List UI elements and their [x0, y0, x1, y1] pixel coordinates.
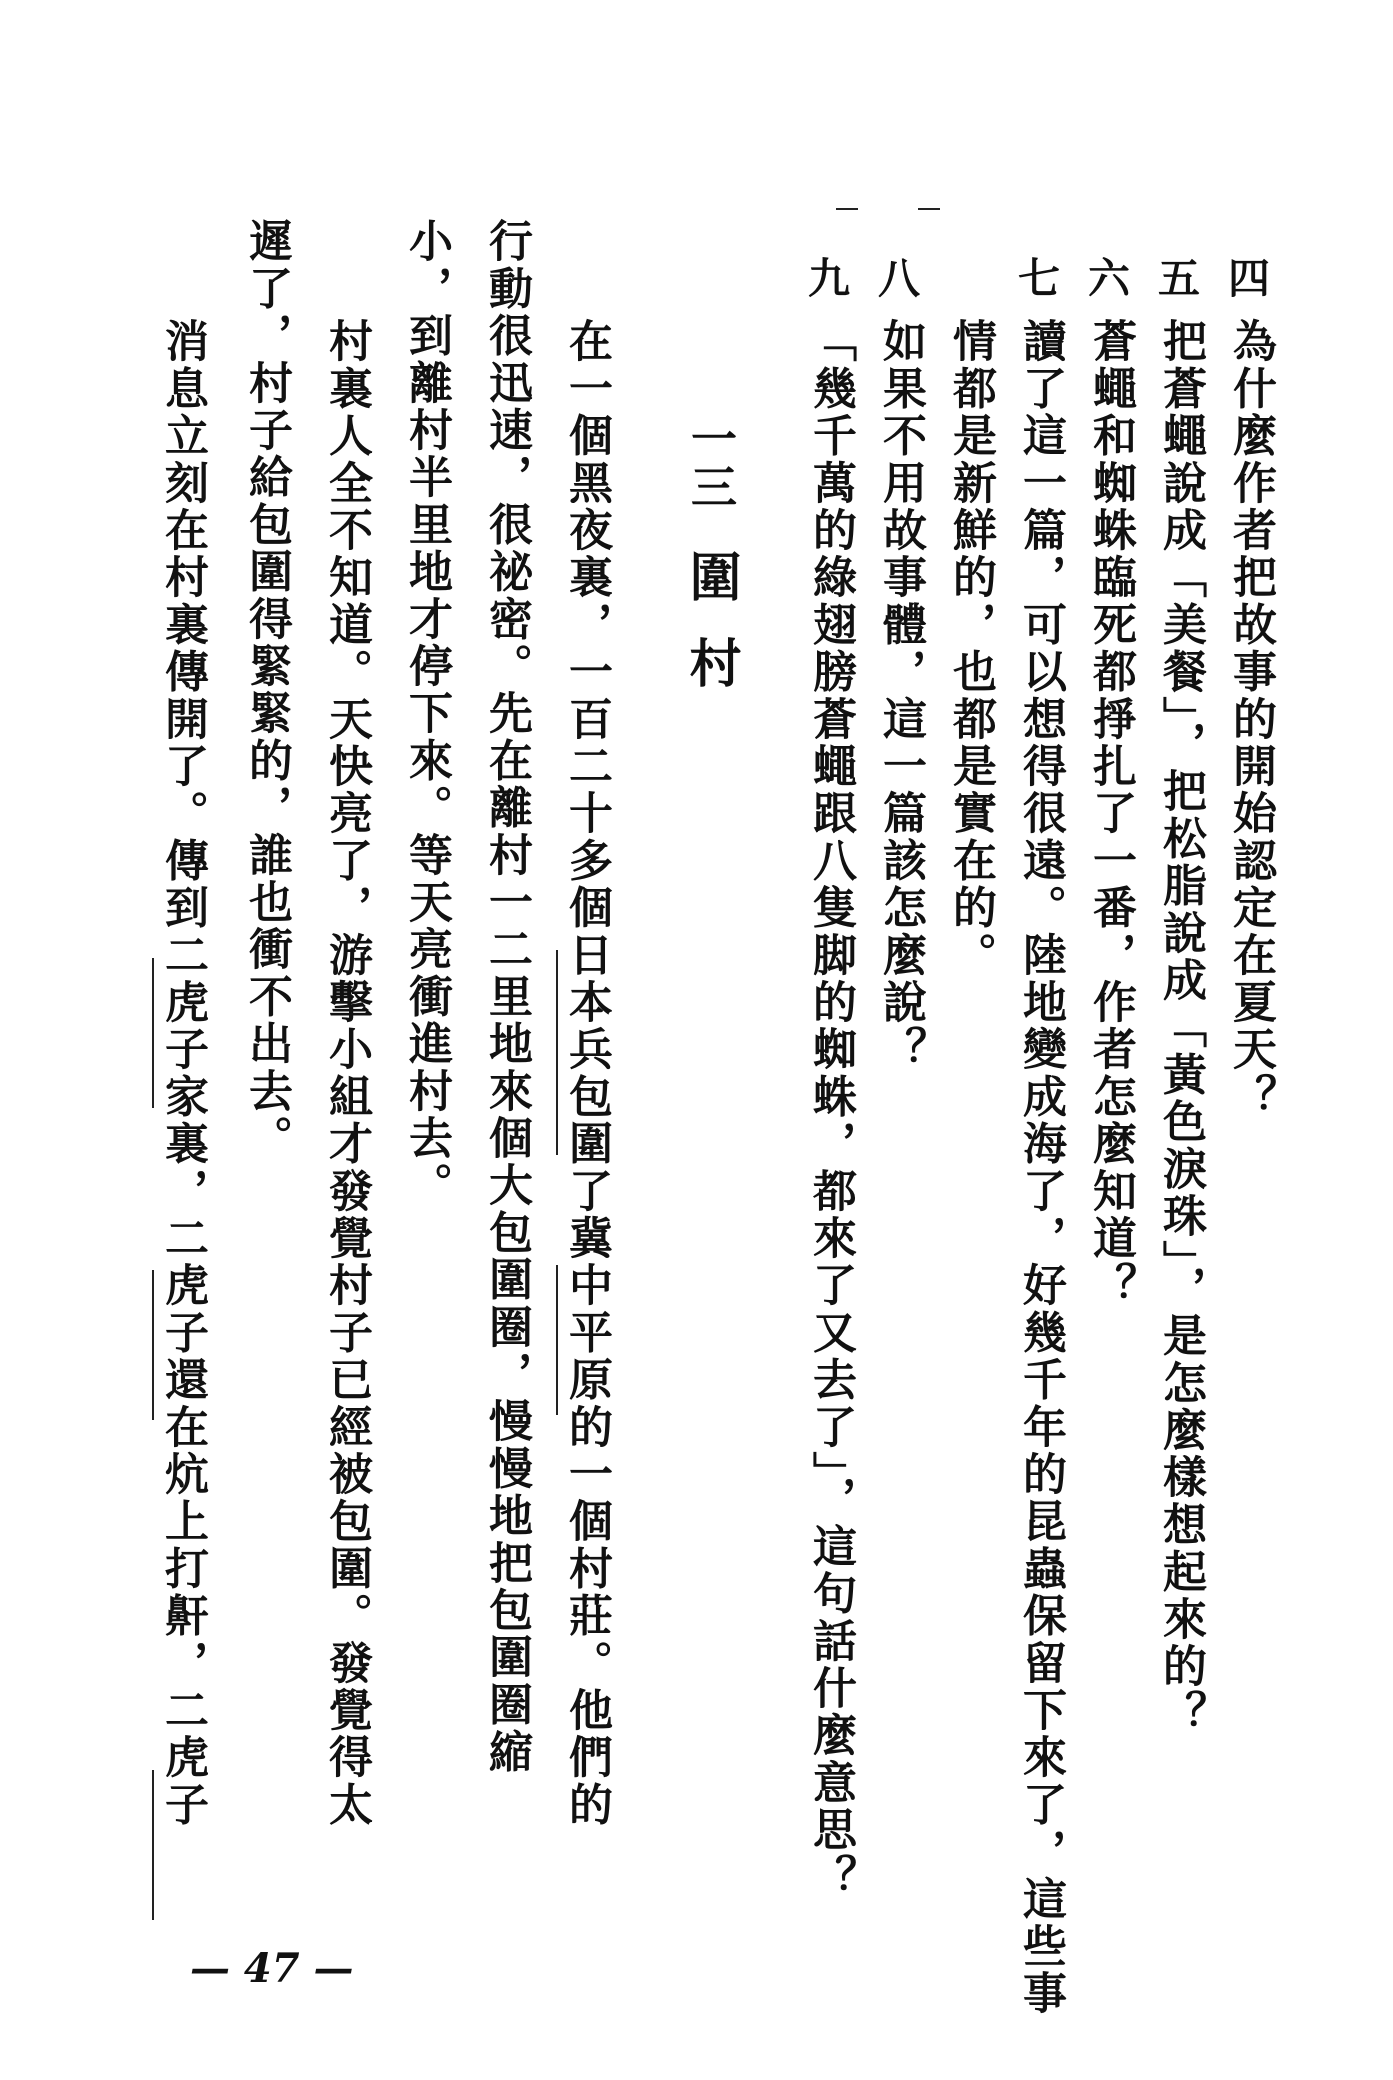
question-text: 把蒼蠅說成「美餐」，把松脂說成「黃色淚珠」，是怎麼樣想起來的？ — [1155, 318, 1206, 1738]
question-number: 五 — [1158, 254, 1201, 303]
dash-mark — [918, 208, 940, 210]
question-text: 「幾千萬的綠翅膀蒼蠅跟八隻脚的蜘蛛，都來了又去了」，這句話什麼意思？ — [805, 318, 856, 1901]
body-line: 行動很迅速，很祕密。先在離村一二里地來個大包圍圈，慢慢地把包圍圈縮 — [481, 218, 532, 1776]
body-line: 在一個黑夜裏，一百二十多個日本兵包圍了冀中平原的一個村莊。他們的 — [561, 318, 612, 1829]
question-text: 蒼蠅和蜘蛛臨死都掙扎了一番，作者怎麼知道？ — [1085, 318, 1136, 1310]
question-number: 四 — [1228, 254, 1271, 303]
question-number: 六 — [1088, 254, 1131, 303]
proper-name-rule — [556, 950, 558, 1155]
proper-name-rule — [152, 1270, 154, 1420]
question-number: 八 — [878, 254, 921, 303]
lesson-title: 圍村 — [680, 550, 741, 722]
question-text-continued: 情都是新鮮的，也都是實在的。 — [945, 318, 996, 979]
body-line: 村裏人全不知道。天快亮了，游擊小組才發覺村子已經被包圍。發覺得太 — [321, 318, 372, 1829]
page-number: — 47 — — [190, 1945, 354, 1992]
lesson-number: 一三 — [684, 415, 738, 511]
dash-mark — [836, 208, 858, 210]
question-number: 七 — [1018, 254, 1061, 303]
question-text: 為什麼作者把故事的開始認定在夏天？ — [1225, 318, 1276, 1121]
question-text: 讀了這一篇，可以想得很遠。陸地變成海了，好幾千年的昆蟲保留下來了，這些事 — [1015, 318, 1066, 2018]
body-line: 消息立刻在村裏傳開了。傳到二虎子家裏，二虎子還在炕上打鼾，二虎子 — [157, 318, 208, 1829]
proper-name-rule — [556, 1265, 558, 1415]
question-number: 九 — [808, 254, 851, 303]
body-line: 小，到離村半里地才停下來。等天亮衝進村去。 — [401, 218, 452, 1210]
proper-name-rule — [152, 958, 154, 1108]
proper-name-rule — [152, 1770, 154, 1920]
question-text: 如果不用故事體，這一篇該怎麼說？ — [875, 318, 926, 1074]
body-line: 遲了，村子給包圍得緊緊的，誰也衝不出去。 — [241, 218, 292, 1162]
